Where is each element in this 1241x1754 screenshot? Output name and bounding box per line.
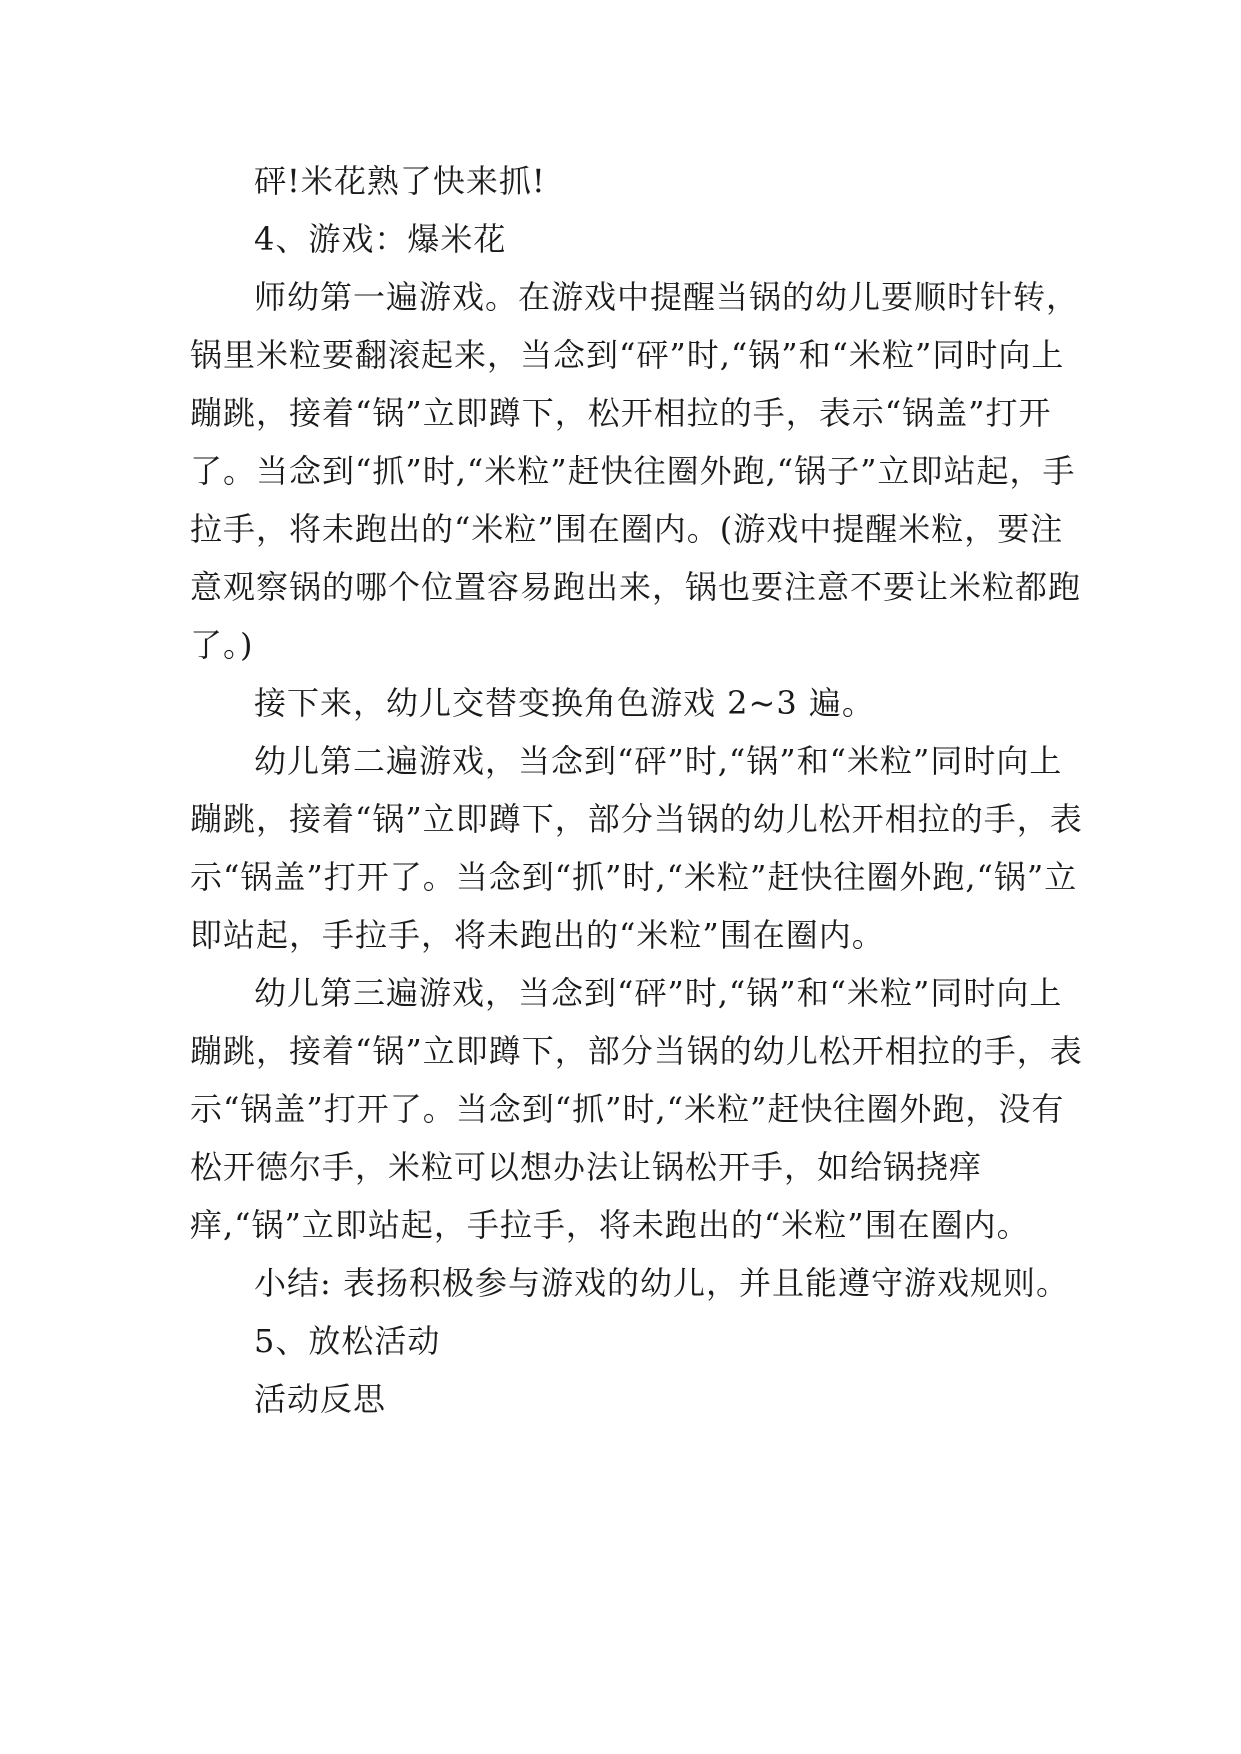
section-heading-game: 4、游戏：爆米花 xyxy=(254,220,507,258)
paragraph-third-round: 幼儿第三遍游戏，当念到“砰”时,“锅”和“米粒”同时向上蹦跳，接着“锅”立即蹲下，部分当锅的幼儿松开相拉的手，表示“锅盖”打开了。当念到“抓”时,“米粒”赶快往圈外跑，没有松开德尔手，米粒可以想办法让锅松开手，如给锅挠痒痒,“锅”立即站起，手拉手，将未跑出的“米粒”围在圈内。 xyxy=(190,974,1083,1244)
paragraph-summary: 小结: 表扬积极参与游戏的幼儿，并且能遵守游戏规则。 xyxy=(254,1264,1069,1302)
paragraph-role-swap: 接下来，幼儿交替变换角色游戏 2~3 遍。 xyxy=(254,684,875,722)
paragraph-intro-chant: 砰!米花熟了快来抓! xyxy=(254,162,546,200)
document-body xyxy=(190,152,1090,1428)
paragraph-first-round: 师幼第一遍游戏。在游戏中提醒当锅的幼儿要顺时针转，锅里米粒要翻滚起来，当念到“砰”时,“锅”和“米粒”同时向上蹦跳，接着“锅”立即蹲下，松开相拉的手，表示“锅盖”打开了。当念到“抓”时,“米粒”赶快往圈外跑,“锅子”立即站起，手拉手，将未跑出的“米粒”围在圈内。(游戏中提醒米粒，要注意观察锅的哪个位置容易跑出来，锅也要注意不要让米粒都跑了。) xyxy=(190,278,1082,664)
paragraph-second-round: 幼儿第二遍游戏，当念到“砰”时,“锅”和“米粒”同时向上蹦跳，接着“锅”立即蹲下，部分当锅的幼儿松开相拉的手，表示“锅盖”打开了。当念到“抓”时,“米粒”赶快往圈外跑,“锅”立即站起，手拉手，将未跑出的“米粒”围在圈内。 xyxy=(190,742,1083,954)
section-heading-reflection: 活动反思 xyxy=(254,1380,387,1418)
section-heading-relax: 5、放松活动 xyxy=(254,1322,441,1360)
